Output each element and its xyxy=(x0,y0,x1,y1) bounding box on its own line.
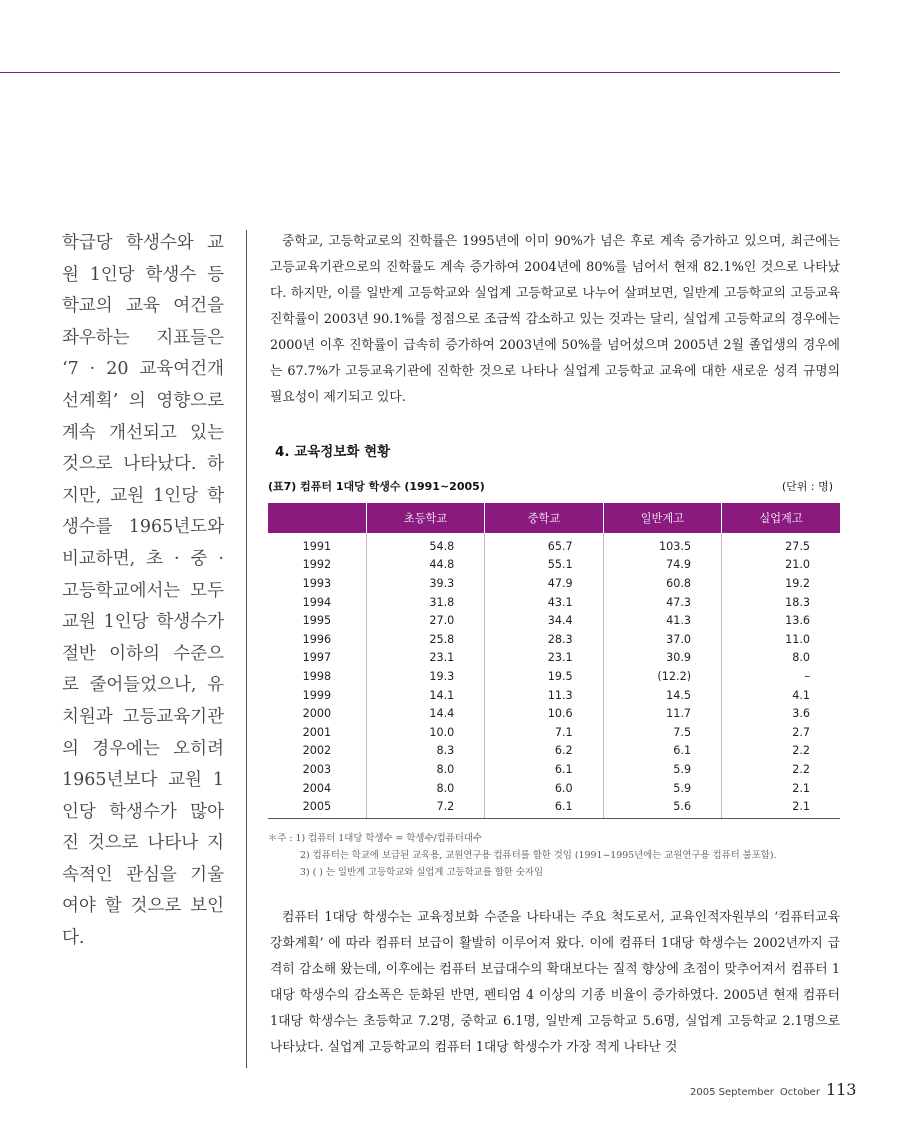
cell-vocational-high: 2.2 xyxy=(792,744,810,758)
cell-general-high: 37.0 xyxy=(603,630,721,649)
table-row xyxy=(268,704,840,723)
cell-elementary: 8.3 xyxy=(366,742,484,761)
table-row xyxy=(268,686,840,705)
header-middle: 중학교 xyxy=(485,503,603,533)
cell-middle: 43.1 xyxy=(485,593,603,612)
cell-year: 2005 xyxy=(268,797,366,818)
cell-year: 2000 xyxy=(268,704,366,723)
note-3: 3) ( ) 는 일반계 고등학교와 실업계 고등학교를 합한 숫자임 xyxy=(300,867,543,878)
cell-vocational-high: 2.2 xyxy=(792,762,810,776)
cell-general-high: 7.5 xyxy=(603,723,721,742)
footer-issue-2: October xyxy=(779,1087,820,1098)
cell-vocational-high: 11.0 xyxy=(785,632,810,646)
table-caption xyxy=(268,478,833,494)
cell-vocational-high: 4.1 xyxy=(792,688,810,702)
body-paragraph-1: 중학교, 고등학교로의 진학률은 1995년에 이미 90%가 넘은 후로 계속 증가하고 있으며, 최근에는 고등교육기관으로의 진학률도 계속 증가하여 2004년에 80%를 넘어서 현재 82.1%인 것으로 나타났다. 하지만, 이를 일반계 고등학교와 실업계 고등학교로 나누어 살펴보면, 일반계 고등학교의 고등교육 진학률이 2003년 90.1%를 정점으로 조금씩 감소하고 있는 것과는 달리, 실업계 고등학교의 경우에는 2000년 이후 진학률이 급속히 증가하여 2003년에 50%를 넘어섰으며 2005년 2월 졸업생의 경우에는 67.7%가 고등교육기관에 진학한 것으로 나타나 실업계 고등학교 교육에 대한 새로운 성격 규명의 필요성이 제기되고 있다. xyxy=(270,234,840,405)
cell-middle: 65.7 xyxy=(485,533,603,556)
cell-general-high: 5.9 xyxy=(603,779,721,798)
table-row xyxy=(268,556,840,575)
cell-general-high: (12.2) xyxy=(603,667,721,686)
cell-vocational-high: 13.6 xyxy=(785,614,810,628)
cell-elementary: 27.0 xyxy=(366,611,484,630)
cell-year: 2004 xyxy=(268,779,366,798)
table-row xyxy=(268,667,840,686)
cell-general-high: 41.3 xyxy=(603,611,721,630)
cell-elementary: 31.8 xyxy=(366,593,484,612)
cell-year: 2001 xyxy=(268,723,366,742)
cell-vocational-high: 2.7 xyxy=(792,725,810,739)
cell-year: 1996 xyxy=(268,630,366,649)
table-row xyxy=(268,742,840,761)
top-rule xyxy=(0,72,840,73)
cell-vocational-high: 18.3 xyxy=(785,595,810,609)
section-title: 4. 교육정보화 현황 xyxy=(275,444,391,460)
cell-elementary: 7.2 xyxy=(366,797,484,818)
cell-elementary: 14.4 xyxy=(366,704,484,723)
header-vocational-high: 실업계고 xyxy=(722,503,840,533)
cell-year: 1998 xyxy=(268,667,366,686)
cell-general-high: 74.9 xyxy=(603,556,721,575)
cell-vocational-high: 2.1 xyxy=(722,797,840,818)
cell-year: 1997 xyxy=(268,649,366,668)
cell-elementary: 44.8 xyxy=(366,556,484,575)
table-row xyxy=(268,760,840,779)
cell-middle: 47.9 xyxy=(485,574,603,593)
cell-vocational-high: 27.5 xyxy=(785,539,810,553)
page-number: 113 xyxy=(825,1080,857,1099)
cell-year: 1992 xyxy=(268,556,366,575)
table-row xyxy=(268,574,840,593)
table-title: (표7) 컴퓨터 1대당 학생수 (1991~2005) xyxy=(268,480,485,493)
table-row xyxy=(268,723,840,742)
cell-middle: 10.6 xyxy=(485,704,603,723)
cell-middle: 55.1 xyxy=(485,556,603,575)
sidebar-summary: 학급당 학생수와 교원 1인당 학생수 등 학교의 교육 여건을 좌우하는 지표들은 ‘7 · 20 교육여건개선계획’ 의 영향으로 계속 개선되고 있는 것으로 나타났다. 하지만, 교원 1인당 학생수를 1965년도와 비교하면, 초 · 중 · 고등학교에서는 모두 교원 1인당 학생수가 절반 이하의 수준으로 줄어들었으나, 유치원과 고등교육기관의 경우에는 오히려 1965년보다 교원 1인당 학생수가 많아진 것으로 나타나 지속적인 관심을 기울여야 할 것으로 보인다. xyxy=(62,233,224,949)
header-elementary: 초등학교 xyxy=(366,503,484,533)
cell-elementary: 10.0 xyxy=(366,723,484,742)
cell-vocational-high: 3.6 xyxy=(792,707,810,721)
table-row xyxy=(268,533,840,556)
cell-year: 1994 xyxy=(268,593,366,612)
cell-elementary: 8.0 xyxy=(366,779,484,798)
cell-year: 1995 xyxy=(268,611,366,630)
cell-middle: 6.1 xyxy=(485,797,603,818)
table-row xyxy=(268,779,840,798)
cell-elementary: 19.3 xyxy=(366,667,484,686)
table-row xyxy=(268,797,840,818)
cell-general-high: 6.1 xyxy=(603,742,721,761)
cell-year: 1991 xyxy=(268,533,366,556)
cell-general-high: 11.7 xyxy=(603,704,721,723)
cell-general-high: 47.3 xyxy=(603,593,721,612)
cell-middle: 19.5 xyxy=(485,667,603,686)
cell-year: 2003 xyxy=(268,760,366,779)
cell-vocational-high: – xyxy=(804,669,810,683)
cell-vocational-high: 2.1 xyxy=(792,781,810,795)
table-body xyxy=(268,533,840,818)
table-row xyxy=(268,593,840,612)
page-footer xyxy=(690,1080,856,1099)
cell-general-high: 30.9 xyxy=(603,649,721,668)
cell-vocational-high: 19.2 xyxy=(785,576,810,590)
header-year xyxy=(268,503,366,533)
cell-general-high: 14.5 xyxy=(603,686,721,705)
table-row xyxy=(268,611,840,630)
table-row xyxy=(268,630,840,649)
cell-year: 1993 xyxy=(268,574,366,593)
cell-middle: 34.4 xyxy=(485,611,603,630)
table-unit: (단위 : 명) xyxy=(781,480,833,493)
cell-elementary: 8.0 xyxy=(366,760,484,779)
body-paragraph-2: 컴퓨터 1대당 학생수는 교육정보화 수준을 나타내는 주요 척도로서, 교육인적자원부의 ‘컴퓨터교육강화계획’ 에 따라 컴퓨터 보급이 활발히 이루어져 왔다. 이에 컴퓨터 1대당 학생수는 2002년까지 급격히 감소해 왔는데, 이후에는 컴퓨터 보급대수의 확대보다는 질적 향상에 초점이 맞추어져서 컴퓨터 1대당 학생수의 감소폭은 둔화된 반면, 펜티엄 4 이상의 기종 비율이 증가하였다. 2005년 현재 컴퓨터 1대당 학생수는 초등학교 7.2명, 중학교 6.1명, 일반계 고등학교 5.6명, 실업계 고등학교 2.1명으로 나타났다. 실업계 고등학교의 컴퓨터 1대당 학생수가 가장 적게 나타난 것 xyxy=(270,910,840,1055)
computer-per-student-table xyxy=(268,503,840,819)
cell-year: 1999 xyxy=(268,686,366,705)
cell-general-high: 60.8 xyxy=(603,574,721,593)
cell-general-high: 5.9 xyxy=(603,760,721,779)
cell-middle: 6.1 xyxy=(485,760,603,779)
column-divider xyxy=(246,230,247,1068)
header-general-high: 일반계고 xyxy=(603,503,721,533)
table-row xyxy=(268,649,840,668)
table-header-row xyxy=(268,503,840,533)
cell-elementary: 23.1 xyxy=(366,649,484,668)
cell-middle: 7.1 xyxy=(485,723,603,742)
cell-middle: 28.3 xyxy=(485,630,603,649)
cell-middle: 23.1 xyxy=(485,649,603,668)
cell-vocational-high: 8.0 xyxy=(792,651,810,665)
cell-vocational-high: 21.0 xyxy=(785,558,810,572)
cell-elementary: 54.8 xyxy=(366,533,484,556)
note-1: ＊주 : 1) 컴퓨터 1대당 학생수 = 학생수/컴퓨터대수 xyxy=(268,833,482,844)
cell-elementary: 14.1 xyxy=(366,686,484,705)
cell-general-high: 5.6 xyxy=(603,797,721,818)
cell-middle: 6.2 xyxy=(485,742,603,761)
cell-elementary: 25.8 xyxy=(366,630,484,649)
table-notes xyxy=(268,830,840,881)
cell-elementary: 39.3 xyxy=(366,574,484,593)
cell-middle: 6.0 xyxy=(485,779,603,798)
cell-year: 2002 xyxy=(268,742,366,761)
cell-middle: 11.3 xyxy=(485,686,603,705)
note-2: 2) 컴퓨터는 학교에 보급된 교육용, 교원연구용 컴퓨터를 합한 것임 (1991~1995년에는 교원연구용 컴퓨터 불포함). xyxy=(300,850,777,861)
footer-issue: 2005 September xyxy=(690,1087,774,1098)
cell-general-high: 103.5 xyxy=(603,533,721,556)
